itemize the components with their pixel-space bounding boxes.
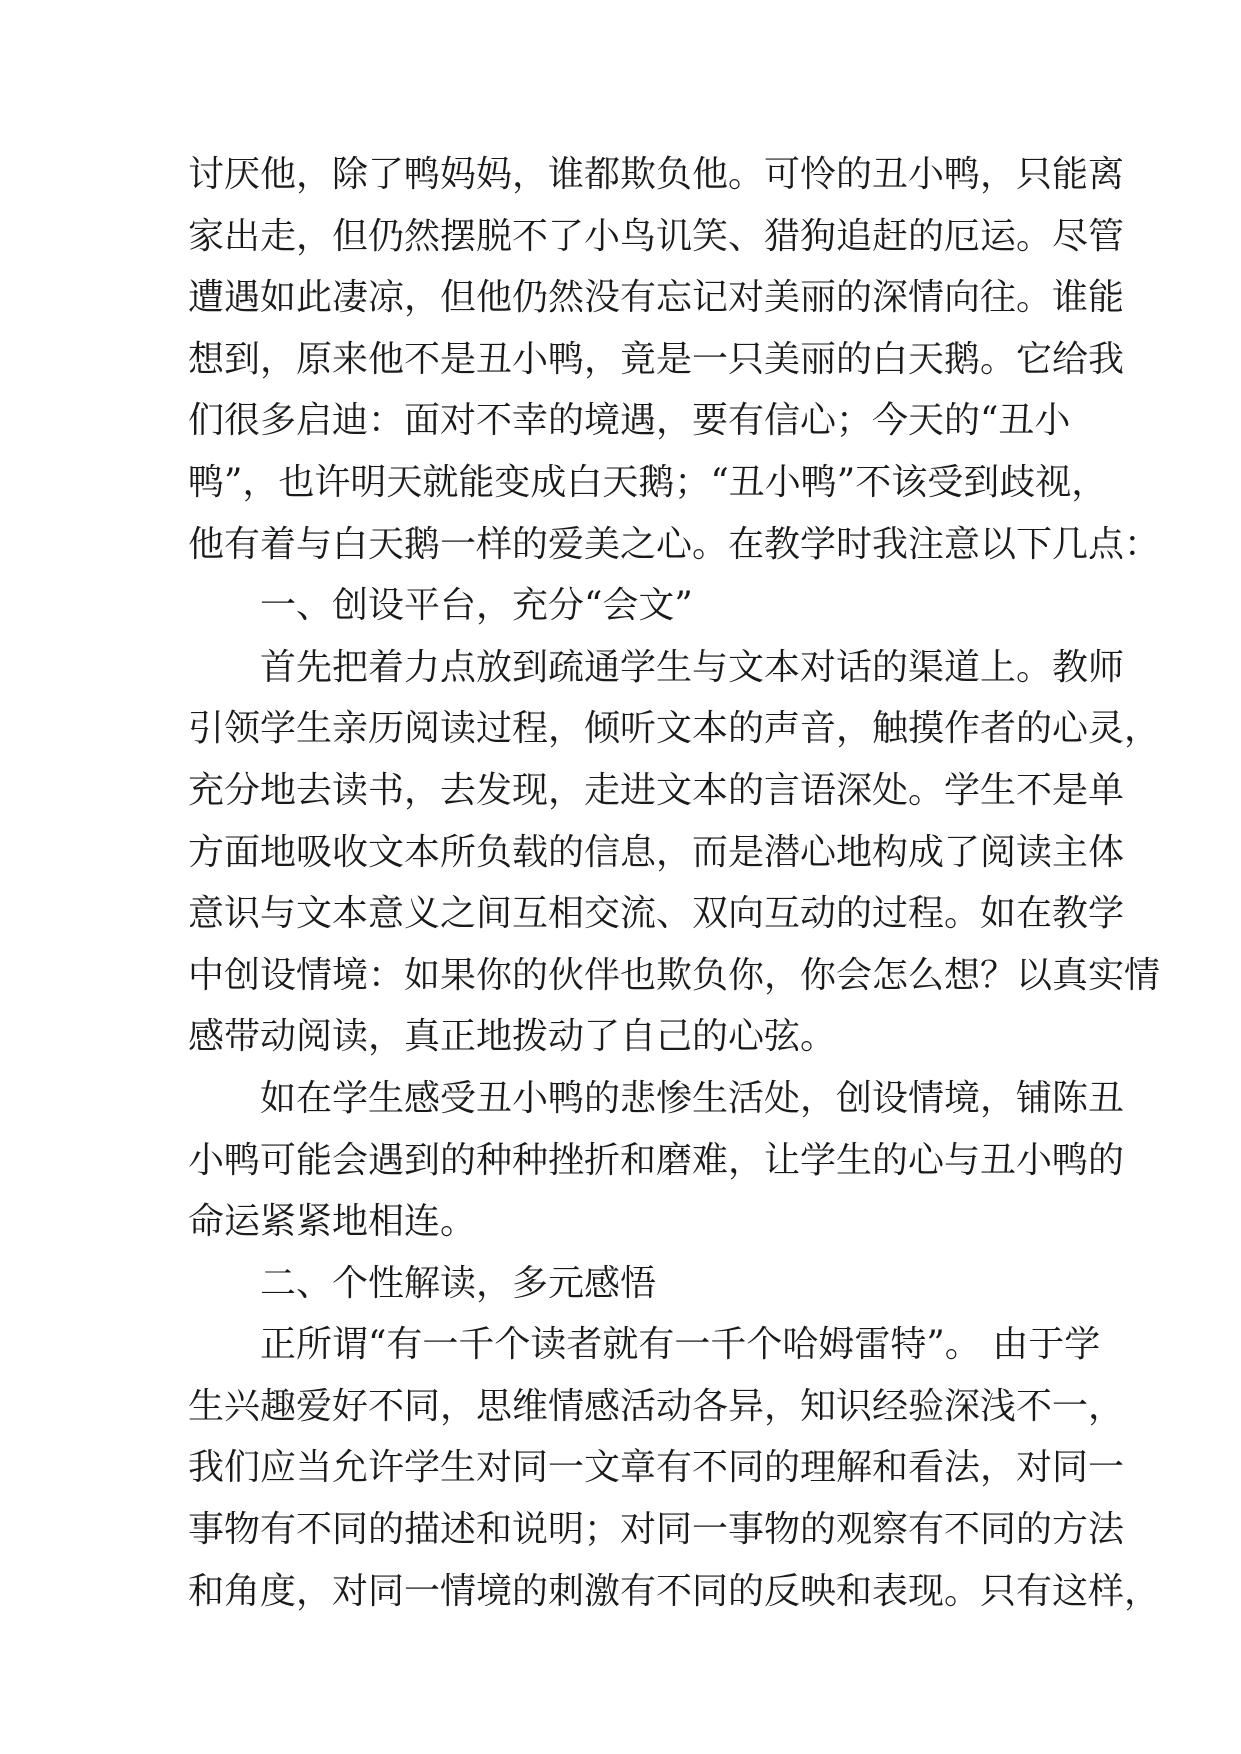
text-line: 想到，原来他不是丑小鸭，竟是一只美丽的白天鹅。它给我	[188, 338, 1125, 380]
text-line: 他有着与白天鹅一样的爱美之心。在教学时我注意以下几点：	[188, 523, 1161, 565]
text-line: 和角度，对同一情境的刺激有不同的反映和表现。只有这样，	[188, 1570, 1161, 1612]
text-line: 中创设情境：如果你的伙伴也欺负你，你会怎么想？以真实情	[188, 954, 1161, 996]
text-line: 遭遇如此凄凉，但他仍然没有忘记对美丽的深情向往。谁能	[188, 277, 1125, 319]
text-line: 讨厌他，除了鸭妈妈，谁都欺负他。可怜的丑小鸭，只能离	[188, 154, 1125, 195]
text-line: 事物有不同的描述和说明；对同一事物的观察有不同的方法	[188, 1509, 1125, 1551]
text-line: 家出走，但仍然摆脱不了小鸟讥笑、猎狗追赶的厄运。尽管	[188, 215, 1125, 257]
text-line: 正所谓“有一千个读者就有一千个哈姆雷特”。 由于学	[260, 1324, 1101, 1366]
text-line: 引领学生亲历阅读过程，倾听文本的声音，触摸作者的心灵，	[188, 708, 1161, 750]
text-line: 意识与文本意义之间互相交流、双向互动的过程。如在教学	[188, 893, 1125, 935]
text-line: 首先把着力点放到疏通学生与文本对话的渠道上。教师	[260, 646, 1125, 688]
text-line: 生兴趣爱好不同，思维情感活动各异，知识经验深浅不一，	[188, 1385, 1125, 1427]
text-line: 充分地去读书，去发现，走进文本的言语深处。学生不是单	[188, 769, 1125, 811]
text-line: 小鸭可能会遇到的种种挫折和磨难，让学生的心与丑小鸭的	[188, 1139, 1125, 1181]
text-line: 我们应当允许学生对同一文章有不同的理解和看法，对同一	[188, 1447, 1125, 1489]
text-line: 方面地吸收文本所负载的信息，而是潜心地构成了阅读主体	[188, 831, 1125, 873]
text-line: 命运紧紧地相连。	[188, 1201, 477, 1243]
body-text	[188, 144, 1161, 1622]
text-line: 们很多启迪：面对不幸的境遇，要有信心；今天的“丑小	[188, 400, 1071, 442]
text-line: 二、个性解读，多元感悟	[260, 1262, 657, 1304]
text-line: 感带动阅读，真正地拨动了自己的心弦。	[188, 1016, 837, 1058]
text-line: 如在学生感受丑小鸭的悲惨生活处，创设情境，铺陈丑	[260, 1077, 1125, 1119]
text-line: 鸭”，也许明天就能变成白天鹅；“丑小鸭”不该受到歧视，	[188, 461, 1108, 503]
text-line: 一、创设平台，充分“会文”	[260, 585, 693, 627]
